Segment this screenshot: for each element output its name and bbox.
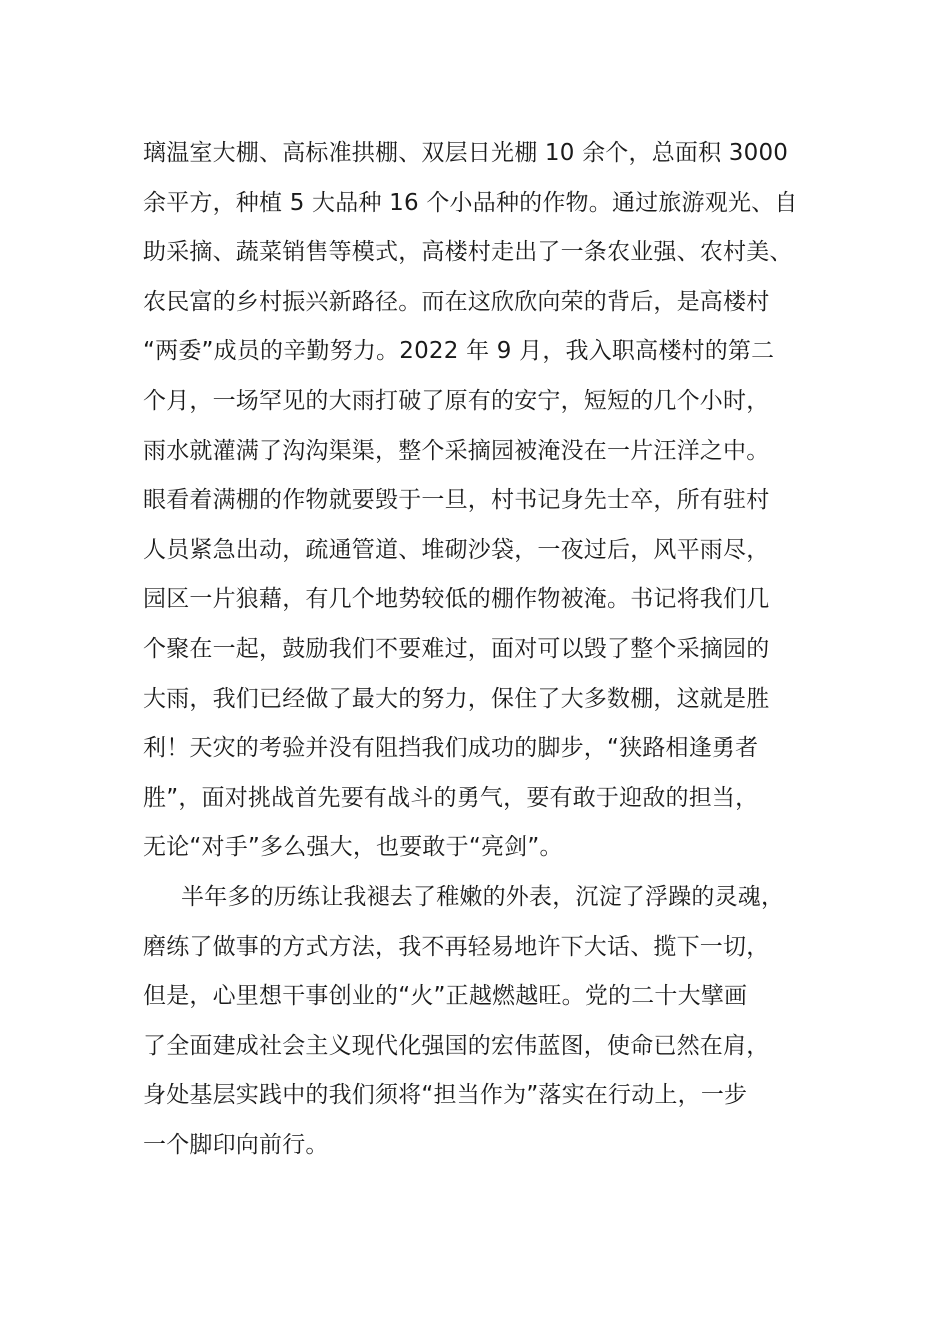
text-line: “两委”成员的辛勤努力。2022 年 9 月，我入职高楼村的第二 [143,338,775,365]
text-line: 利！天灾的考验并没有阻挡我们成功的脚步，“狭路相逢勇者 [143,735,759,762]
text-line: 园区一片狼藉，有几个地势较低的棚作物被淹。书记将我们几 [143,586,770,613]
text-line: 农民富的乡村振兴新路径。而在这欣欣向荣的背后，是高楼村 [143,288,770,315]
text-line: 个聚在一起，鼓励我们不要难过，面对可以毁了整个采摘园的 [143,635,770,662]
text-line: 雨水就灌满了沟沟渠渠，整个采摘园被淹没在一片汪洋之中。 [143,437,770,464]
text-line: 眼看着满棚的作物就要毁于一旦，村书记身先士卒，所有驻村 [143,487,770,514]
text-line: 助采摘、蔬菜销售等模式，高楼村走出了一条农业强、农村美、 [143,239,793,266]
text-line: 璃温室大棚、高标准拱棚、双层日光棚 10 余个，总面积 3000 [143,140,789,166]
text-line: 磨练了做事的方式方法，我不再轻易地许下大话、揽下一切， [143,933,770,960]
text-line: 胜”，面对挑战首先要有战斗的勇气，要有敢于迎敌的担当， [143,784,759,811]
paragraph-1 [143,129,823,873]
text-line: 无论“对手”多么强大，也要敢于“亮剑”。 [143,834,563,861]
text-line: 了全面建成社会主义现代化强国的宏伟蓝图，使命已然在肩， [143,1032,770,1059]
text-line: 身处基层实践中的我们须将“担当作为”落实在行动上，一步 [143,1082,748,1109]
document-body [143,129,823,1170]
paragraph-2 [143,873,823,1171]
text-line: 个月，一场罕见的大雨打破了原有的安宁，短短的几个小时， [143,387,770,414]
text-line: 人员紧急出动，疏通管道、堆砌沙袋，一夜过后，风平雨尽， [143,536,770,563]
text-line: 半年多的历练让我褪去了稚嫩的外表，沉淀了浮躁的灵魂， [181,883,785,910]
text-line: 但是，心里想干事创业的“火”正越燃越旺。党的二十大擘画 [143,983,748,1010]
text-line: 一个脚印向前行。 [143,1131,329,1158]
text-line: 大雨，我们已经做了最大的努力，保住了大多数棚，这就是胜 [143,685,770,712]
text-line: 余平方，种植 5 大品种 16 个小品种的作物。通过旅游观光、自 [143,189,798,216]
